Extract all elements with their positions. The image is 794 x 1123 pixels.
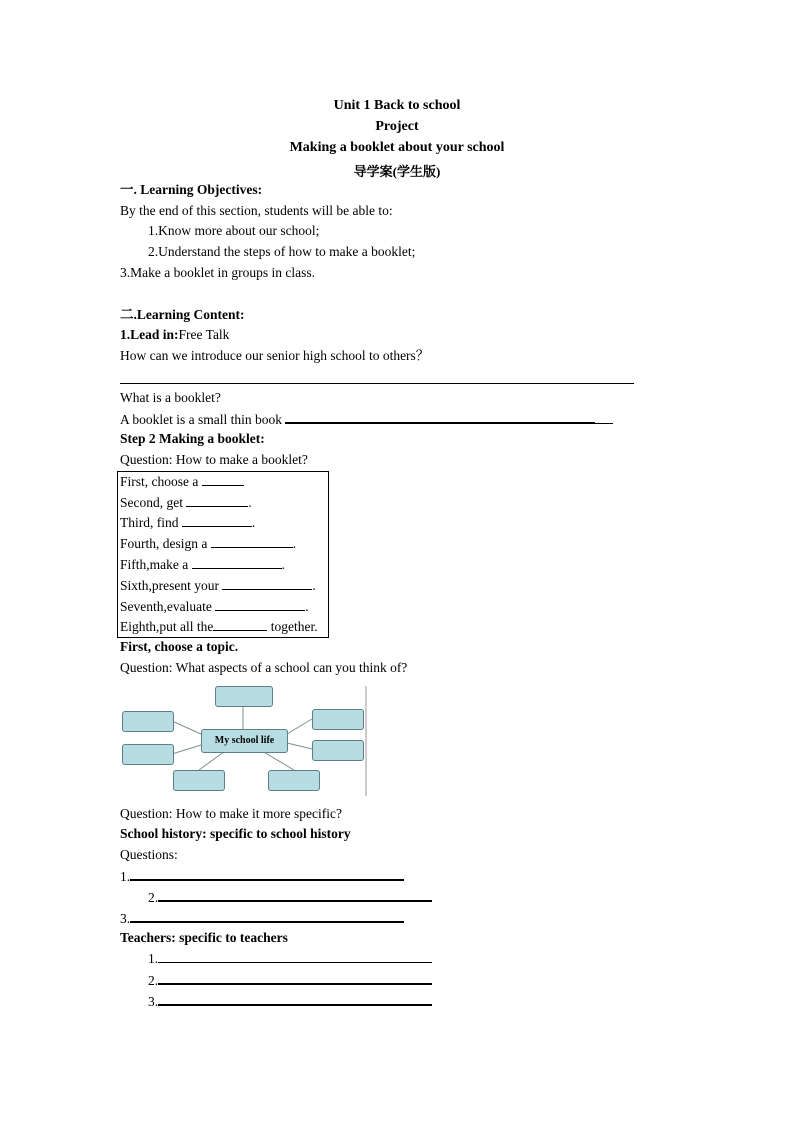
- objective-item: 1.Know more about our school;: [148, 223, 320, 238]
- teacher-item: 2.: [148, 971, 432, 990]
- connector-line: [172, 721, 201, 734]
- mindmap-empty-node[interactable]: [122, 711, 174, 732]
- booklet-definition: A booklet is a small thin book: [120, 412, 282, 427]
- history-item: 3.: [120, 909, 404, 928]
- page-heading: Making a booklet about your school: [289, 140, 505, 155]
- step-row: Fifth,make a .: [120, 557, 285, 572]
- step-row: Seventh,evaluate .: [120, 599, 309, 614]
- teachers-heading: Teachers: specific to teachers: [120, 930, 288, 945]
- objectives-intro: By the end of this section, students will be able to:: [120, 203, 393, 218]
- connector-line: [262, 751, 294, 770]
- step2-question: Question: How to make a booklet?: [120, 452, 308, 467]
- connector-line: [199, 751, 225, 770]
- unit-title: Unit 1 Back to school: [333, 98, 461, 113]
- history-blank[interactable]: [130, 867, 404, 881]
- mindmap-empty-node[interactable]: [312, 740, 364, 761]
- mindmap-empty-node[interactable]: [122, 744, 174, 765]
- topic-heading: First, choose a topic.: [120, 639, 239, 654]
- step-row: Second, get .: [120, 495, 252, 510]
- step-row: Third, find .: [120, 515, 256, 530]
- history-item: 1.: [120, 867, 404, 886]
- topic-question: Question: What aspects of a school can you think of?: [120, 660, 408, 675]
- step-row: Sixth,present your .: [120, 578, 316, 593]
- mindmap-empty-node[interactable]: [312, 709, 364, 730]
- teacher-blank[interactable]: [158, 992, 432, 1006]
- section-subtitle: Project: [375, 119, 419, 134]
- lead-in-label: 1.Lead in:: [120, 327, 179, 342]
- objective-item: 2.Understand the steps of how to make a booklet;: [148, 244, 416, 259]
- connector-line: [287, 743, 312, 749]
- history-heading: School history: specific to school history: [120, 826, 351, 841]
- mindmap-center-node: My school life: [201, 729, 288, 753]
- specific-question: Question: How to make it more specific?: [120, 806, 342, 821]
- objective-item: 3.Make a booklet in groups in class.: [120, 265, 315, 280]
- step-row: Fourth, design a .: [120, 536, 297, 551]
- lead-in-text: Free Talk: [178, 327, 230, 342]
- teacher-blank[interactable]: [158, 971, 432, 985]
- history-item: 2.: [148, 888, 432, 907]
- step-row: Eighth,put all the together.: [120, 619, 318, 634]
- mindmap-empty-node[interactable]: [268, 770, 320, 791]
- objectives-heading: 一. Learning Objectives:: [120, 182, 263, 197]
- content-heading: 二.Learning Content:: [120, 307, 245, 322]
- questions-label: Questions:: [120, 847, 178, 862]
- connector-line: [172, 745, 201, 754]
- intro-question: How can we introduce our senior high school to others？: [120, 348, 430, 363]
- connector-line: [287, 719, 312, 734]
- version-label: 导学案(学生版): [353, 164, 441, 179]
- history-blank[interactable]: [158, 888, 432, 902]
- mindmap-empty-node[interactable]: [215, 686, 273, 707]
- booklet-question: What is a booklet?: [120, 390, 221, 405]
- mindmap-empty-node[interactable]: [173, 770, 225, 791]
- teacher-item: 3.: [148, 992, 432, 1011]
- step-row: First, choose a: [120, 473, 244, 491]
- teacher-item: 1.: [148, 950, 432, 968]
- step2-heading: Step 2 Making a booklet:: [120, 431, 265, 446]
- history-blank[interactable]: [130, 909, 404, 923]
- teacher-blank[interactable]: [158, 950, 432, 963]
